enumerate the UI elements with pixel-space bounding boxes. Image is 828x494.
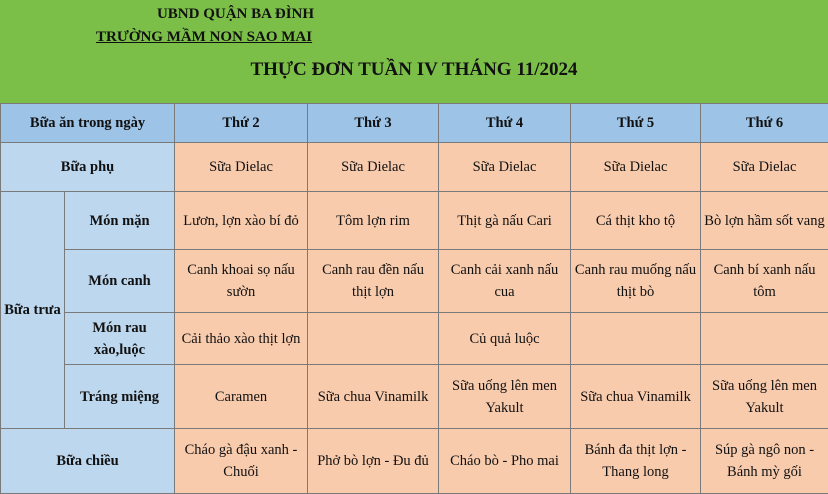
dish-label-trang-mieng: Tráng miệng (65, 365, 175, 429)
dish-label-mon-man: Món mặn (65, 192, 175, 250)
menu-title: THỰC ĐƠN TUẦN IV THÁNG 11/2024 (0, 59, 828, 81)
menu-cell: Sữa uống lên men Yakult (701, 365, 828, 429)
menu-cell-empty (308, 313, 439, 365)
weekly-menu-table (0, 103, 828, 494)
menu-cell: Sữa uống lên men Yakult (439, 365, 571, 429)
table-row-mon-rau (1, 313, 828, 365)
menu-cell: Cháo gà đậu xanh - Chuối (175, 429, 308, 494)
menu-cell: Caramen (175, 365, 308, 429)
school-name: TRƯỜNG MẦM NON SAO MAI (96, 29, 312, 46)
menu-cell: Canh bí xanh nấu tôm (701, 250, 828, 313)
day-header-fri: Thứ 6 (701, 104, 828, 143)
dish-label-mon-rau: Món rau xào,luộc (65, 313, 175, 365)
table-row-trang-mieng (1, 365, 828, 429)
menu-cell: Bánh đa thịt lợn - Thang long (571, 429, 701, 494)
meal-label-bua-chieu: Bữa chiều (1, 429, 175, 494)
menu-cell: Canh khoai sọ nấu sườn (175, 250, 308, 313)
corner-label: Bữa ăn trong ngày (1, 104, 175, 143)
day-header-thu: Thứ 5 (571, 104, 701, 143)
menu-cell: Lươn, lợn xào bí đỏ (175, 192, 308, 250)
menu-cell: Củ quả luộc (439, 313, 571, 365)
menu-cell: Tôm lợn rim (308, 192, 439, 250)
menu-cell: Canh rau đền nấu thịt lợn (308, 250, 439, 313)
menu-cell: Cá thịt kho tộ (571, 192, 701, 250)
table-row-bua-chieu (1, 429, 828, 494)
menu-cell: Canh cải xanh nấu cua (439, 250, 571, 313)
menu-cell: Canh rau muống nấu thịt bò (571, 250, 701, 313)
menu-cell: Cải thảo xào thịt lợn (175, 313, 308, 365)
table-row-mon-canh (1, 250, 828, 313)
menu-cell: Sữa Dielac (701, 143, 828, 192)
menu-cell: Phở bò lợn - Đu đủ (308, 429, 439, 494)
menu-cell: Bò lợn hầm sốt vang (701, 192, 828, 250)
menu-cell: Sữa Dielac (571, 143, 701, 192)
menu-cell: Sữa chua Vinamilk (308, 365, 439, 429)
table-header-row (1, 104, 828, 143)
menu-cell: Sữa Dielac (439, 143, 571, 192)
day-header-wed: Thứ 4 (439, 104, 571, 143)
table-row-mon-man (1, 192, 828, 250)
menu-cell-empty (571, 313, 701, 365)
dish-label-mon-canh: Món canh (65, 250, 175, 313)
day-header-tue: Thứ 3 (308, 104, 439, 143)
menu-cell: Súp gà ngô non - Bánh mỳ gối (701, 429, 828, 494)
menu-cell-empty (701, 313, 828, 365)
header-banner (0, 0, 828, 103)
table-row-bua-phu (1, 143, 828, 192)
menu-cell: Sữa Dielac (175, 143, 308, 192)
menu-cell: Sữa chua Vinamilk (571, 365, 701, 429)
meal-label-bua-trua: Bữa trưa (1, 192, 65, 429)
menu-cell: Sữa Dielac (308, 143, 439, 192)
district-name: UBND QUẬN BA ĐÌNH (128, 6, 343, 23)
day-header-mon: Thứ 2 (175, 104, 308, 143)
menu-cell: Cháo bò - Pho mai (439, 429, 571, 494)
menu-cell: Thịt gà nấu Cari (439, 192, 571, 250)
meal-label-bua-phu: Bữa phụ (1, 143, 175, 192)
